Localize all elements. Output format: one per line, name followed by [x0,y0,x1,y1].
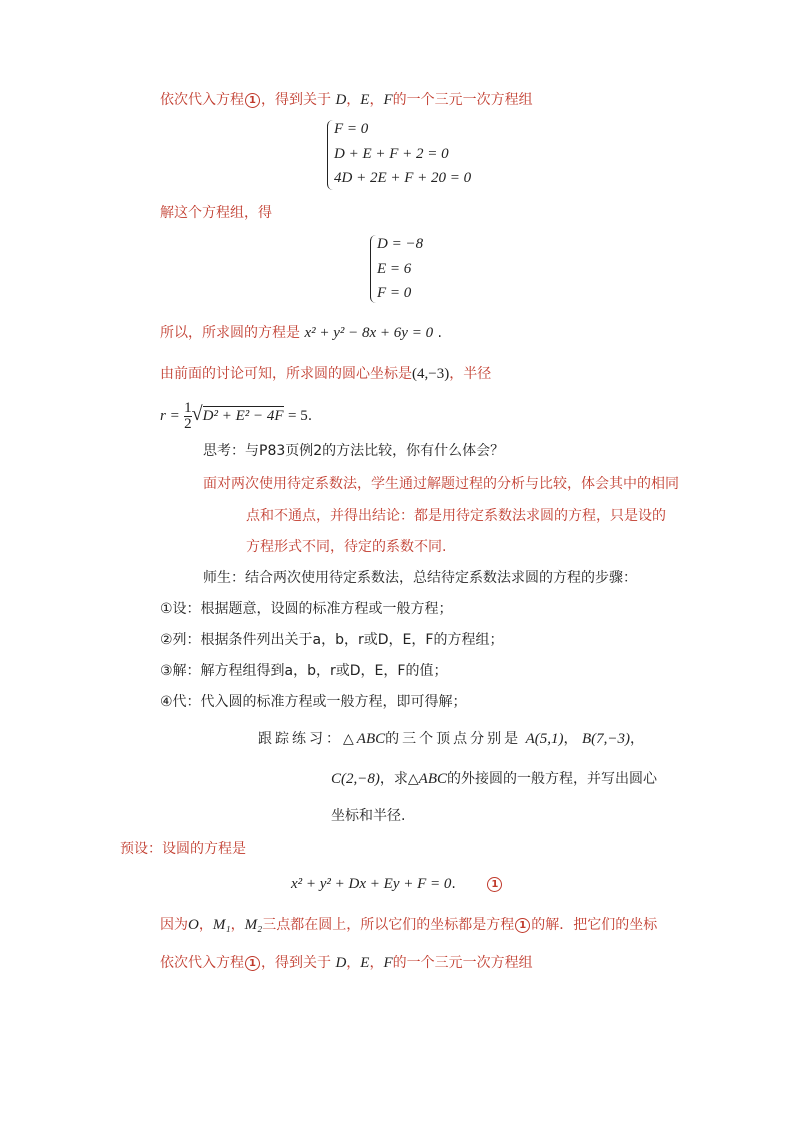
text: 依次代入方程 [160,92,244,108]
text: ， [369,955,384,971]
radius-formula [160,397,312,433]
equation-system-2 [377,232,423,306]
text: 面对两次使用待定系数法，学生通过解题过程的分析与比较，体会其中的相同 [203,476,679,492]
text: 的外接圆的一般方程，并写出圆心 [447,771,657,787]
text: ①设：根据题意，设圆的标准方程或一般方程； [160,601,453,617]
brace-system-2 [370,235,377,303]
equation-row: F = 0 [334,121,369,137]
triangle-name: ABC [356,731,386,747]
equation-general-circle [291,874,503,894]
text: ，求△ [379,771,419,787]
circled-number-marker: 1 [487,877,502,892]
text: . [451,876,456,892]
equation-row: D + E + F + 2 = 0 [334,145,449,162]
center-coordinates: (4,−3) [412,366,450,382]
text: ④代：代入圆的标准方程或一般方程，即可得解； [160,694,467,710]
point-M2: M₂ [244,917,263,933]
step-4 [160,692,467,712]
equation-row: F = 0 [377,285,412,301]
paragraph-center [160,364,491,384]
text: 依次代入方程 [160,955,244,971]
text: ， [629,731,644,747]
sqrt-symbol: √ [191,403,203,425]
point-C: C(2,−8) [331,771,380,787]
practice-line-1 [258,729,644,749]
text: ，得到关于 [261,955,331,971]
triangle-name: ABC [418,771,447,787]
var-r: r = [160,408,180,424]
equation-row: D = −8 [377,236,424,252]
text: 的三个顶点分别是 [385,731,522,747]
text: 的一个三元一次方程组 [392,955,533,971]
equation: x² + y² − 8x + 6y = 0 [304,325,434,341]
paragraph-substitute-1 [160,90,533,110]
text: ， [369,92,384,108]
numerator: 1 [184,399,192,416]
equation: x² + y² + Dx + Ey + F = 0 [291,876,452,892]
paragraph-points-on-circle [160,915,657,935]
text: 坐标和半径. [331,808,406,824]
thinking-question [203,441,504,461]
text: ， [198,917,213,933]
answer-line-2 [246,506,666,526]
var-D: D [335,955,347,971]
text: ， [346,955,361,971]
text: . [437,325,442,341]
var-D: D [335,92,347,108]
text: 由前面的讨论可知，所求圆的圆心坐标是 [160,366,412,382]
practice-line-2 [331,769,657,789]
radicand: D² + E² − 4F [202,408,284,424]
text: ，半径 [449,366,492,382]
text: 因为 [160,917,188,933]
text: ， [563,731,578,747]
point-B: B(7,−3) [581,731,630,747]
answer-line-1 [203,474,679,494]
point-M1: M₁ [212,917,231,933]
step-1 [160,599,453,619]
text: 点和不通点，并得出结论：都是用待定系数法求圆的方程，只是设的 [246,508,666,524]
paragraph-solve [160,203,272,223]
var-F: F [383,92,393,108]
text: 所以，所求圆的方程是 [160,325,300,341]
paragraph-substitute-2 [160,953,533,973]
circled-number-marker: 1 [245,93,260,108]
equation-row: 4D + 2E + F + 20 = 0 [334,170,472,186]
text: 解这个方程组，得 [160,205,272,221]
equation-system-1 [334,117,471,191]
text: 师生：结合两次使用待定系数法，总结待定系数法求圆的方程的步骤： [203,570,637,586]
text: . [307,408,313,424]
var-F: F [383,955,393,971]
text: 的一个三元一次方程组 [392,92,533,108]
brace-system-1 [327,120,334,190]
text: 思考：与P83页例2的方法比较，你有什么体会？ [203,443,505,459]
practice-line-3 [331,806,405,826]
text: ， [230,917,245,933]
text: 方程形式不同，待定的系数不同. [246,539,447,555]
equation: = 5 [288,408,308,424]
label: 预设： [120,841,162,857]
text: ③解：解方程组得到a，b，r或D，E，F的值； [160,663,448,679]
equation-row: E = 6 [377,260,412,277]
text: ， [346,92,361,108]
circled-number-marker: 1 [515,918,530,933]
step-2 [160,630,503,650]
denominator: 2 [184,415,192,432]
point-A: A(5,1) [525,731,564,747]
fraction-half [184,401,192,432]
point-O: O [188,917,199,933]
circled-number-marker: 1 [245,956,260,971]
text: ，得到关于 [261,92,331,108]
text: 三点都在圆上，所以它们的坐标都是方程 [262,917,515,933]
text: ②列：根据条件列出关于a，b，r或D，E，F的方程组； [160,632,504,648]
text: 跟踪练习：△ [258,731,357,747]
preset-line [120,839,246,859]
paragraph-circle-equation [160,323,442,343]
text: 设圆的方程是 [162,841,246,857]
var-E: E [360,955,370,971]
teacher-summary [203,568,637,588]
step-3 [160,661,447,681]
answer-line-3 [246,537,446,557]
var-E: E [360,92,370,108]
text: 的解．把它们的坐标 [531,917,658,933]
